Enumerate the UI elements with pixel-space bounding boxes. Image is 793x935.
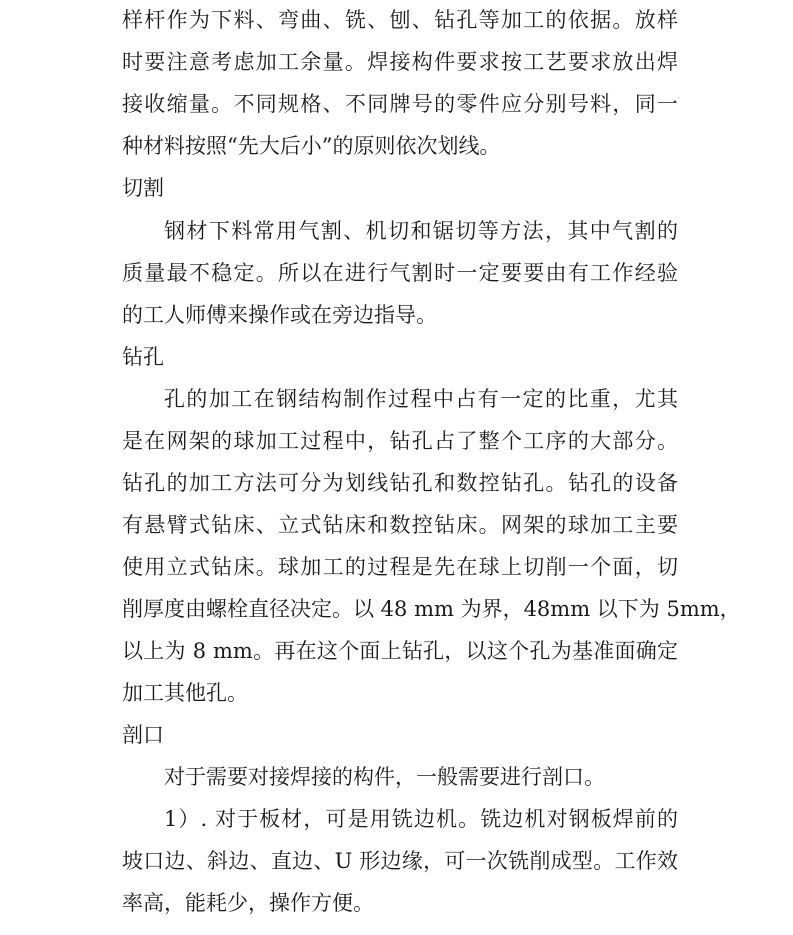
heading-bevel: 剖口 [122, 723, 164, 747]
paragraph-drilling-line-6: 削厚度由螺栓直径决定。以 48 mm 为界，48mm 以下为 5mm， [122, 597, 741, 621]
paragraph-cutting-line-3: 的工人师傅来操作或在旁边指导。 [122, 303, 437, 327]
paragraph-1-line-4: 种材料按照“先大后小”的原则依次划线。 [122, 134, 501, 158]
paragraph-drilling-line-8: 加工其他孔。 [122, 681, 248, 705]
paragraph-drilling-line-5: 使用立式钻床。球加工的过程是先在球上切削一个面，切 [122, 555, 678, 579]
paragraph-drilling-line-3: 钻孔的加工方法可分为划线钻孔和数控钻孔。钻孔的设备 [122, 471, 678, 495]
paragraph-1-line-1: 样杆作为下料、弯曲、铣、刨、钻孔等加工的依据。放样 [122, 8, 678, 32]
paragraph-bevel-item1-line-2: 坡口边、斜边、直边、U 形边缘，可一次铣削成型。工作效 [122, 849, 678, 873]
paragraph-bevel-item1-line-1: 1）. 对于板材，可是用铣边机。铣边机对钢板焊前的 [164, 807, 678, 831]
paragraph-drilling-line-7: 以上为 8 mm。再在这个面上钻孔，以这个孔为基准面确定 [122, 639, 678, 663]
heading-drilling: 钻孔 [122, 345, 164, 369]
heading-cutting: 切割 [122, 176, 164, 200]
paragraph-drilling-line-2: 是在网架的球加工过程中，钻孔占了整个工序的大部分。 [122, 429, 678, 453]
paragraph-drilling-line-1: 孔的加工在钢结构制作过程中占有一定的比重，尤其 [164, 387, 678, 411]
paragraph-bevel-intro-line-1: 对于需要对接焊接的构件，一般需要进行剖口。 [164, 765, 605, 789]
paragraph-cutting-line-1: 钢材下料常用气割、机切和锯切等方法，其中气割的 [164, 219, 678, 243]
paragraph-cutting-line-2: 质量最不稳定。所以在进行气割时一定要要由有工作经验 [122, 261, 678, 285]
paragraph-1-line-2: 时要注意考虑加工余量。焊接构件要求按工艺要求放出焊 [122, 50, 678, 74]
paragraph-drilling-line-4: 有悬臂式钻床、立式钻床和数控钻床。网架的球加工主要 [122, 513, 678, 537]
paragraph-bevel-item1-line-3: 率高，能耗少，操作方便。 [122, 891, 374, 915]
paragraph-1-line-3: 接收缩量。不同规格、不同牌号的零件应分别号料，同一 [122, 92, 678, 116]
